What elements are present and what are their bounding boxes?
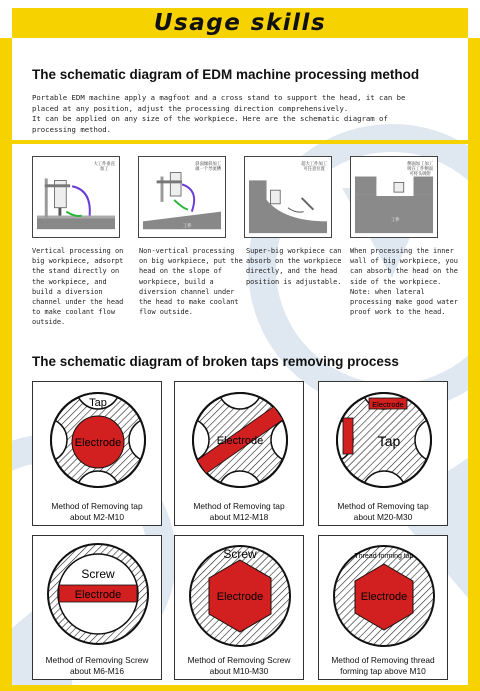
- method-superbig-description: [246, 246, 350, 287]
- left-border: [0, 38, 12, 691]
- electrode-label: Electrode: [372, 400, 404, 409]
- tap-card-caption: [175, 501, 303, 522]
- electrode-label: Electrode: [360, 591, 408, 603]
- workpiece-label: 工件: [391, 217, 400, 222]
- thread-forming-tap-card: [318, 535, 448, 680]
- caption-line: Method of Removing Screw: [187, 655, 291, 665]
- description-line: proof work to the head.: [350, 308, 446, 317]
- screw-card-caption: [33, 655, 161, 676]
- description-line: to make coolant flow: [32, 308, 115, 317]
- tap-card-caption: [319, 501, 447, 522]
- tap-card-caption: [33, 501, 161, 522]
- caption-line: Method of Removing tap: [193, 501, 285, 511]
- method-side-description: [350, 246, 462, 317]
- caption-line: Method of Removing tap: [51, 501, 143, 511]
- tap-label: Tap: [377, 433, 401, 449]
- description-line: Note: when lateral: [350, 287, 425, 296]
- method-label-line: 斜面倾斜加工: [195, 161, 221, 166]
- caption-line: about M20-M30: [353, 511, 413, 522]
- method-label-line: 可任意位置: [303, 166, 325, 172]
- method-label-line: 加工: [99, 166, 109, 172]
- section-divider: [12, 140, 468, 144]
- right-border: [468, 38, 480, 691]
- method-label: [94, 161, 115, 171]
- edm-section-title: The schematic diagram of EDM machine processing method: [32, 67, 420, 82]
- screw-card-caption: [175, 655, 303, 676]
- electrode-label: Electrode: [216, 591, 264, 603]
- edm-intro: [32, 93, 452, 135]
- description-line: workpiece, build a: [139, 277, 214, 286]
- caption-line: about M6-M16: [70, 665, 124, 676]
- caption-line: Method of Removing Screw: [45, 655, 149, 665]
- description-line: can absorb the head on the: [350, 267, 458, 276]
- screw-label: Screw: [223, 547, 257, 561]
- tap-label: Tap: [89, 397, 107, 409]
- description-line: position is adjustable.: [246, 277, 342, 286]
- method-label-line: 侧面加工加工: [407, 161, 433, 166]
- caption-line: forming tap above M10: [340, 665, 426, 676]
- method-label: [195, 161, 221, 171]
- caption-line: about M12-M18: [209, 511, 269, 522]
- method-vertical-description: [32, 246, 136, 328]
- tap-card-m2-m10: [32, 381, 162, 526]
- description-line: the workpiece, and: [32, 277, 107, 286]
- description-line: channel under the head: [32, 298, 124, 307]
- thread-forming-tap-caption: [319, 655, 447, 676]
- description-line: wall of big workpiece, you: [350, 257, 458, 266]
- description-line: Super-big workpiece can: [246, 247, 342, 255]
- description-line: absorb on the workpiece: [246, 257, 342, 266]
- electrode-label: Electrode: [74, 437, 122, 449]
- method-superbig-diagram: [244, 156, 332, 238]
- description-line: When processing the inner: [350, 247, 454, 255]
- page-title: Usage skills: [153, 10, 327, 36]
- tap-card-m20-m30: [318, 381, 448, 526]
- method-label: [301, 161, 327, 171]
- method-label: [407, 161, 433, 177]
- screw-card-m10-m30: [174, 535, 304, 680]
- description-line: Non-vertical processing: [139, 247, 235, 255]
- method-label-line: 吸在工件侧面: [407, 166, 433, 172]
- description-line: outside.: [32, 318, 66, 327]
- method-side-diagram: [350, 156, 438, 238]
- workpiece-label: 工件: [183, 223, 192, 228]
- description-line: the stand directly on: [32, 267, 120, 276]
- thread-forming-tap-label: Thread forming tap: [354, 553, 414, 560]
- content-panel: [12, 38, 468, 685]
- edm-intro-line: Portable EDM machine apply a magfoot and a cross stand to support the head, it can be: [32, 93, 406, 102]
- method-label-line: 可将头吸附: [409, 171, 431, 177]
- description-line: on big workpiece, put the: [139, 257, 243, 266]
- method-slope-diagram: [138, 156, 226, 238]
- method-label-line: 大工件垂直: [93, 161, 115, 166]
- title-banner: [12, 8, 468, 38]
- description-line: flow outside.: [139, 308, 193, 317]
- edm-intro-line: processing method.: [32, 124, 112, 134]
- description-line: the head to make coolant: [139, 298, 239, 307]
- tap-card-m12-m18: [174, 381, 304, 526]
- caption-line: about M10-M30: [209, 665, 269, 676]
- description-line: big workpiece, adsorpt: [32, 257, 124, 266]
- bottom-border: [0, 685, 480, 691]
- method-label-line: 超大工件加工: [301, 161, 327, 166]
- method-vertical-diagram: [32, 156, 120, 238]
- description-line: Vertical processing on: [32, 247, 124, 255]
- screw-label: Screw: [81, 567, 115, 581]
- method-label-line: 做一个导流槽: [195, 166, 221, 172]
- edm-intro-line: placed at any position, adjust the processing direction comprehensively.: [32, 103, 349, 113]
- description-line: build a diversion: [32, 287, 103, 296]
- caption-line: about M2-M10: [70, 511, 124, 522]
- electrode-label: Electrode: [216, 435, 264, 447]
- description-line: head on the slope of: [139, 267, 222, 276]
- description-line: directly, and the head: [246, 267, 338, 276]
- description-line: side of the workpiece.: [350, 277, 442, 286]
- electrode-label: Electrode: [74, 589, 122, 601]
- description-line: processing make good water: [350, 298, 458, 307]
- screw-card-m6-m16: [32, 535, 162, 680]
- method-slope-description: [139, 246, 243, 317]
- taps-section-title: The schematic diagram of broken taps removing process: [32, 354, 399, 369]
- edm-intro-line: It can be applied on any size of the workpiece. Here are the schematic diagram of: [32, 114, 388, 124]
- caption-line: Method of Removing thread: [331, 655, 435, 665]
- description-line: diversion channel under: [139, 287, 235, 296]
- caption-line: Method of Removing tap: [337, 501, 429, 511]
